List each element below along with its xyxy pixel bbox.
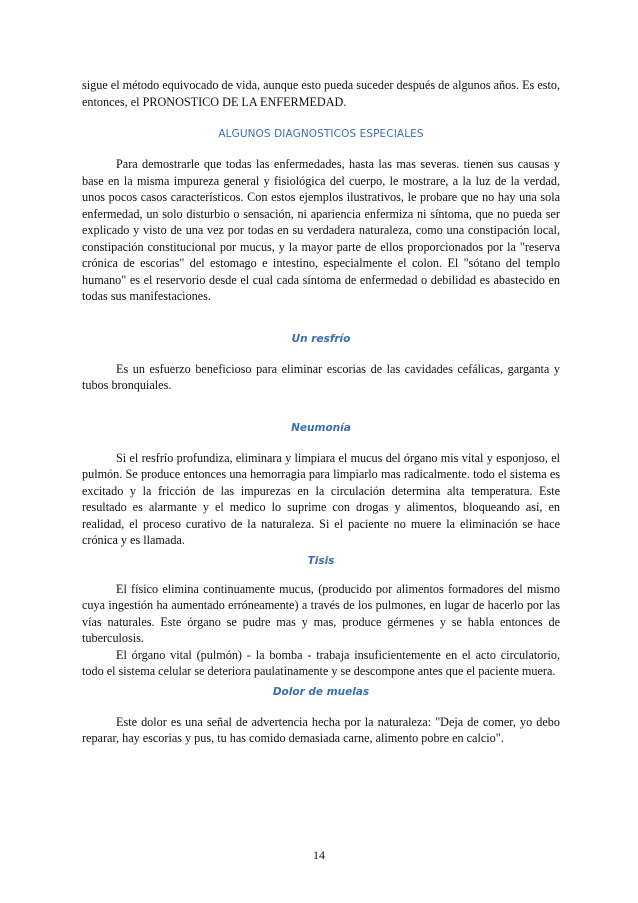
section-title: ALGUNOS DIAGNOSTICOS ESPECIALES	[218, 128, 424, 140]
intro-paragraph: sigue el método equivocado de vida, aunque esto pueda suceder después de algunos años. Es esto, entonces, el PRONOSTICO DE LA ENFERMEDAD.	[82, 78, 560, 109]
subsection-title-neumonia: Neumonía	[291, 421, 351, 434]
page-content	[82, 77, 560, 747]
paragraph-dolor-de-muelas: Este dolor es una señal de advertencia hecha por la naturaleza: "Deja de comer, yo debo reparar, hay escorias y pus, tu has comido demasiada carne, alimento pobre en calcio".	[82, 714, 560, 745]
subsection-title-resfrio: Un resfrío	[291, 332, 351, 345]
subsection-title-tisis: Tisis	[307, 554, 335, 567]
paragraph-resfrio: Es un esfuerzo beneficioso para eliminar escorias de las cavidades cefálicas, garganta y tubos bronquiales.	[82, 361, 560, 392]
paragraph-tisis-1: El físico elimina continuamente mucus, (producido por alimentos formadores del mismo cuya ingestión ha aumentado erróneamente) a través de los pulmones, en lugar de hacerlo por las vías naturales. Este órgano se pudre mas y mas, produce gérmenes y se habla entonces de tuberculosis.	[82, 581, 560, 645]
section-intro-paragraph: Para demostrarle que todas las enfermedades, hasta las mas severas. tienen sus causas y base en la misma impureza general y fisiológica del cuerpo, le mostrare, a la luz de la verdad, unos pocos casos característicos. Con estos ejemplos ilustrativos, le probare que no hay una sola enfermedad, un solo disturbio o sensación, ni apariencia enfermiza ni síntoma, que no pueda ser explicado y visto de una vez por todas en su verdadera naturaleza, como una constipación local, constipación constitucional por mucus, y la mayor parte de ellos proporcionados por la "reserva crónica de escorias" del estomago e intestino, especialmente el colon. El "sótano del templo humano" es el reservorio desde el cual cada síntoma de enfermedad o debilidad es abastecido en todas sus manifestaciones.	[82, 157, 560, 303]
paragraph-neumonia: Si el resfrío profundiza, eliminara y limpiara el mucus del órgano mis vital y esponjoso, el pulmón. Se produce entonces una hemorragia para limpiarlo mas radicalmente. todo el sistema es excitado y la fricción de las impurezas en la circulación determina alta temperatura. Este resultado es alarmante y el medico lo suprime con drogas y alimentos, bloqueando así, en realidad, el proceso curativo de la naturaleza. Si el paciente no muere la eliminación se hace crónica y es llamada.	[82, 450, 560, 547]
page-number: 14	[313, 848, 325, 862]
paragraph-tisis-2: El órgano vital (pulmón) - la bomba - trabaja insuficientemente en el acto circulatorio, todo el sistema celular se deteriora paulatinamente y se descompone antes que el paciente muera.	[82, 647, 560, 678]
subsection-title-dolor-de-muelas: Dolor de muelas	[272, 685, 370, 698]
